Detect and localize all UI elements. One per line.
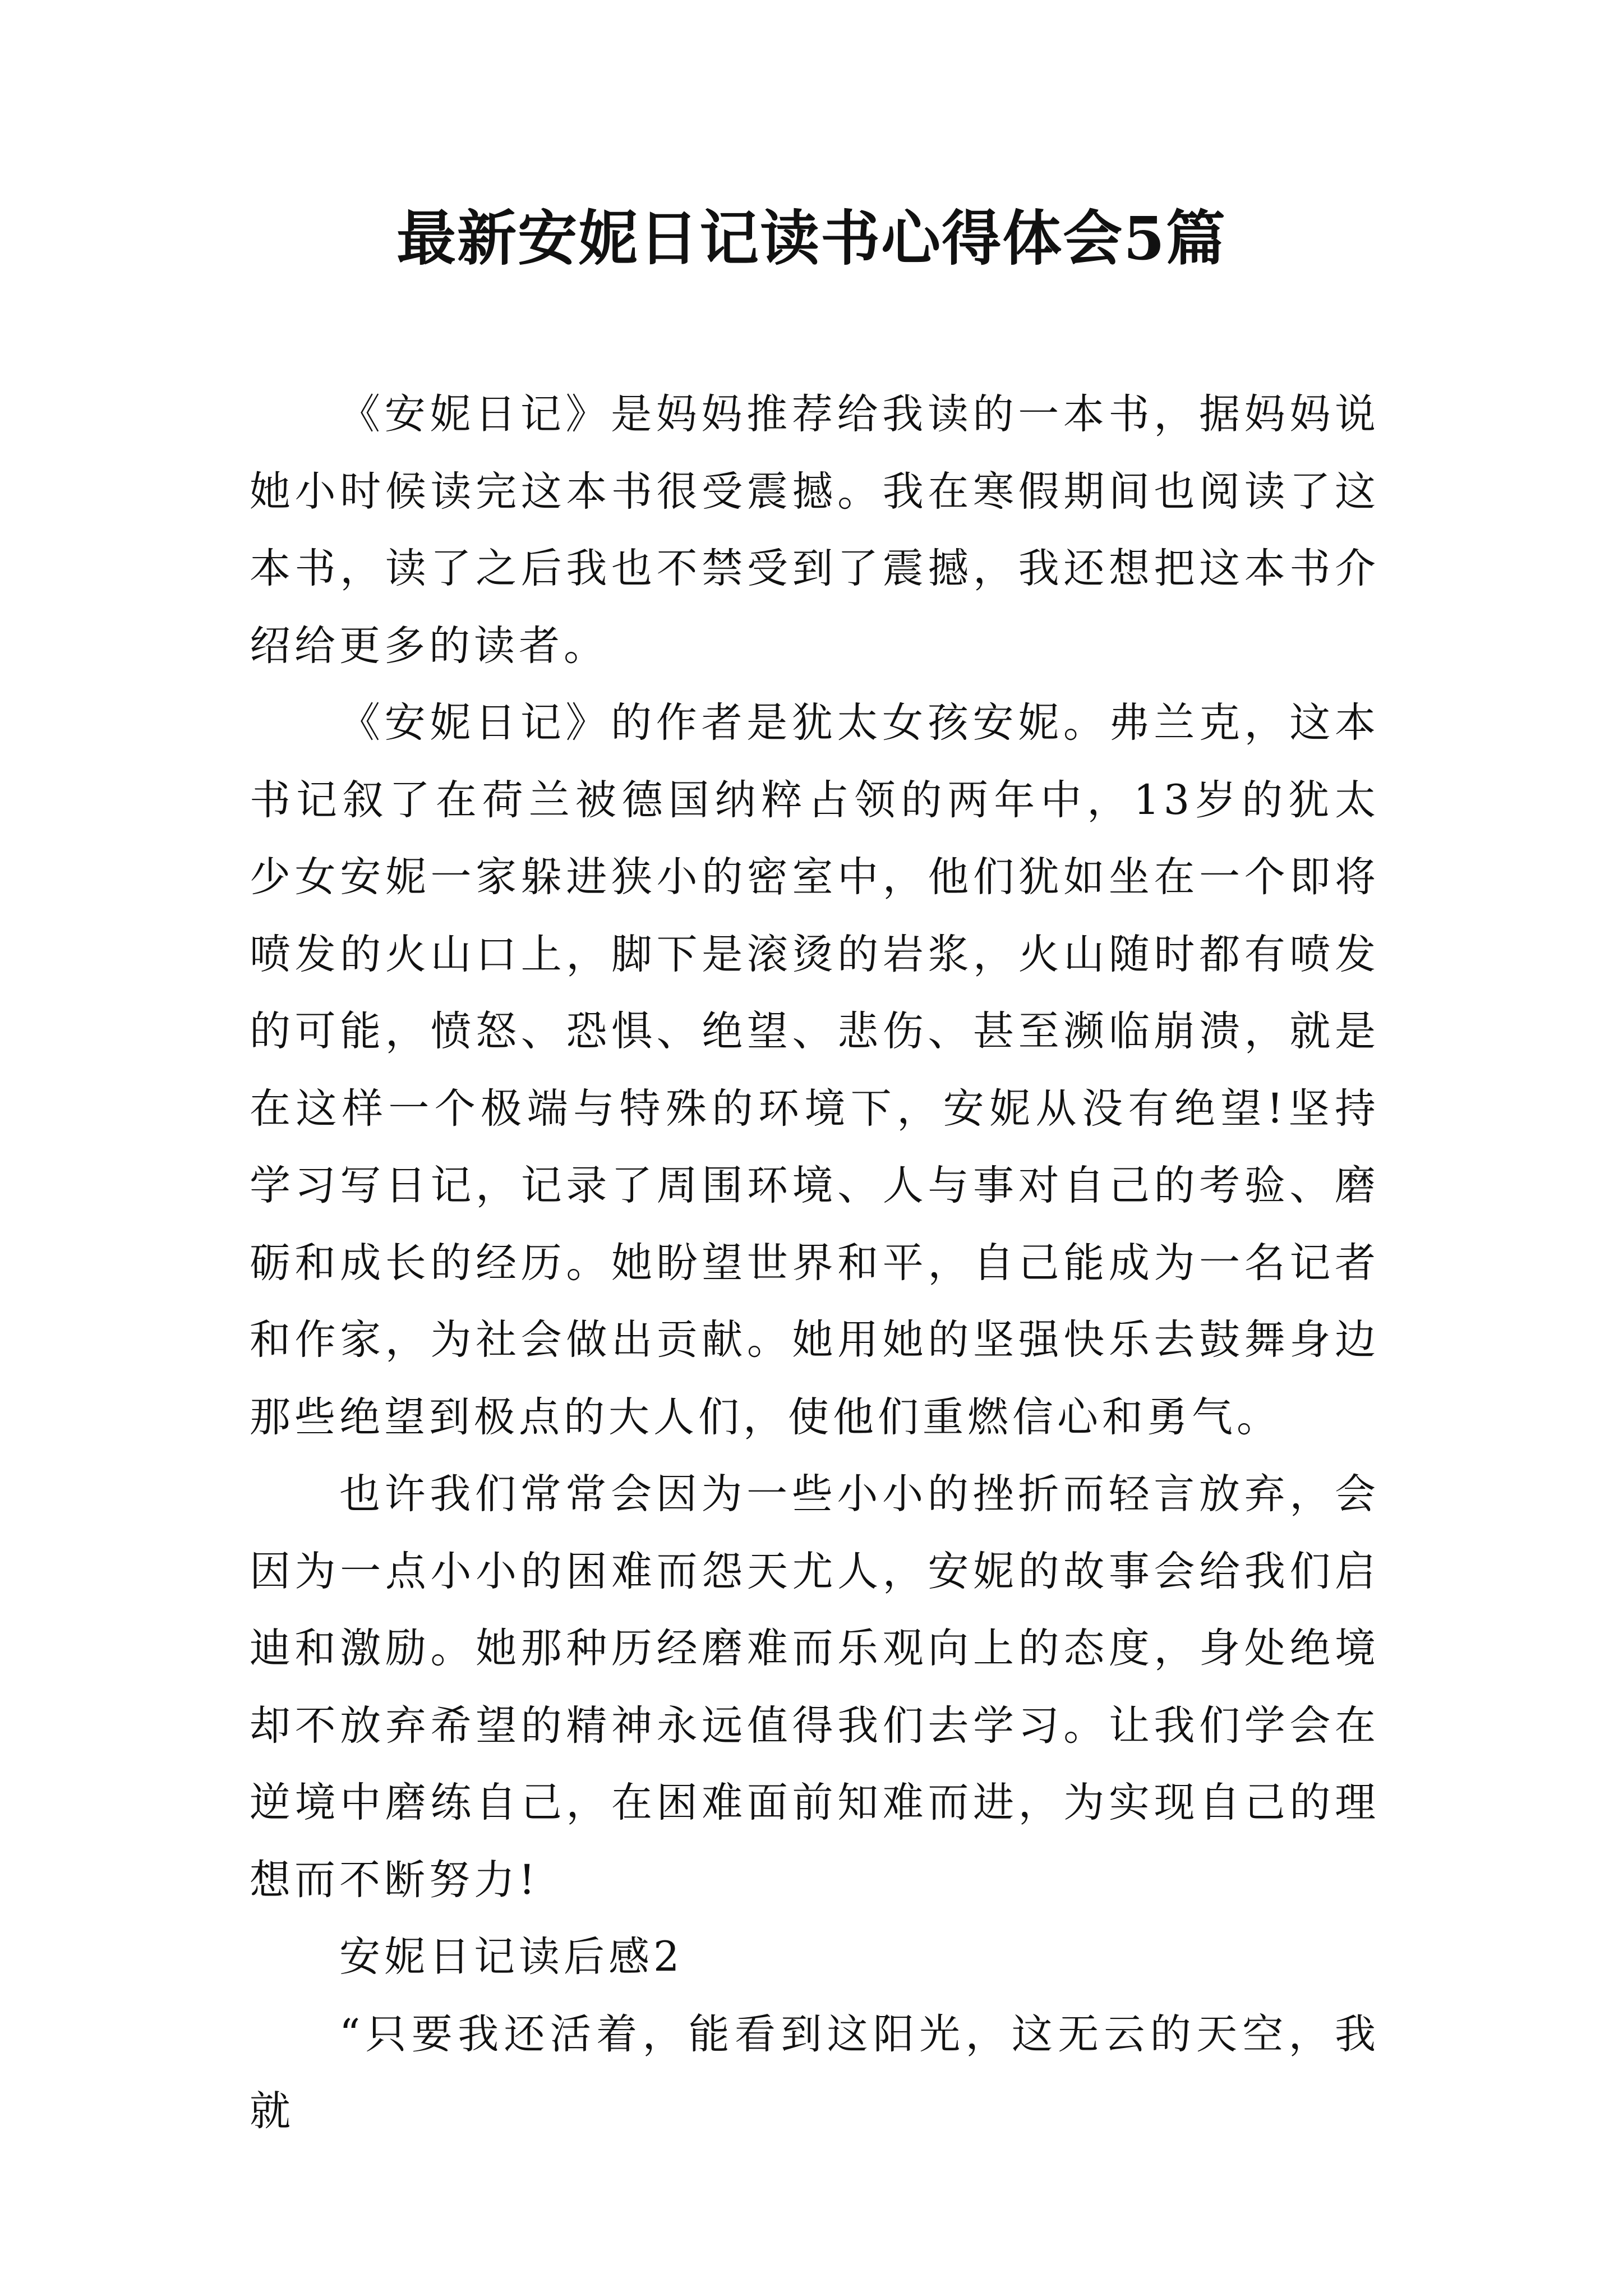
paragraph-3: 也许我们常常会因为一些小小的挫折而轻言放弃，会因为一点小小的困难而怨天尤人，安妮的故事会给我们启迪和激励。她那种历经磨难而乐观向上的态度，身处绝境却不放弃希望的精神永远值得我们去学习。让我们学会在逆境中磨练自己，在困难面前知难而进，为实现自己的理想而不断努力!	[250, 1470, 1380, 1904]
paragraph-2: 《安妮日记》的作者是犹太女孩安妮。弗兰克，这本书记叙了在荷兰被德国纳粹占领的两年中，13岁的犹太少女安妮一家躲进狭小的密室中，他们犹如坐在一个即将喷发的火山口上，脚下是滚烫的岩浆，火山随时都有喷发的可能，愤怒、恐惧、绝望、悲伤、甚至濒临崩溃，就是在这样一个极端与特殊的环境下，安妮从没有绝望!坚持学习写日记，记录了周围环境、人与事对自己的考验、磨砺和成长的经历。她盼望世界和平，自己能成为一名记者和作家，为社会做出贡献。她用她的坚强快乐去鼓舞身边那些绝望到极点的大人们，使他们重燃信心和勇气。	[250, 699, 1380, 1441]
paragraph-4: “只要我还活着，能看到这阳光，这无云的天空，我就	[250, 2010, 1380, 2135]
section-heading: 安妮日记读后感2	[339, 1933, 684, 1981]
document-title: 最新安妮日记读书心得体会5篇	[396, 203, 1227, 273]
document-body	[250, 376, 1380, 2150]
paragraph-1: 《安妮日记》是妈妈推荐给我读的一本书，据妈妈说她小时候读完这本书很受震撼。我在寒假期间也阅读了这本书，读了之后我也不禁受到了震撼，我还想把这本书介绍给更多的读者。	[250, 390, 1380, 670]
